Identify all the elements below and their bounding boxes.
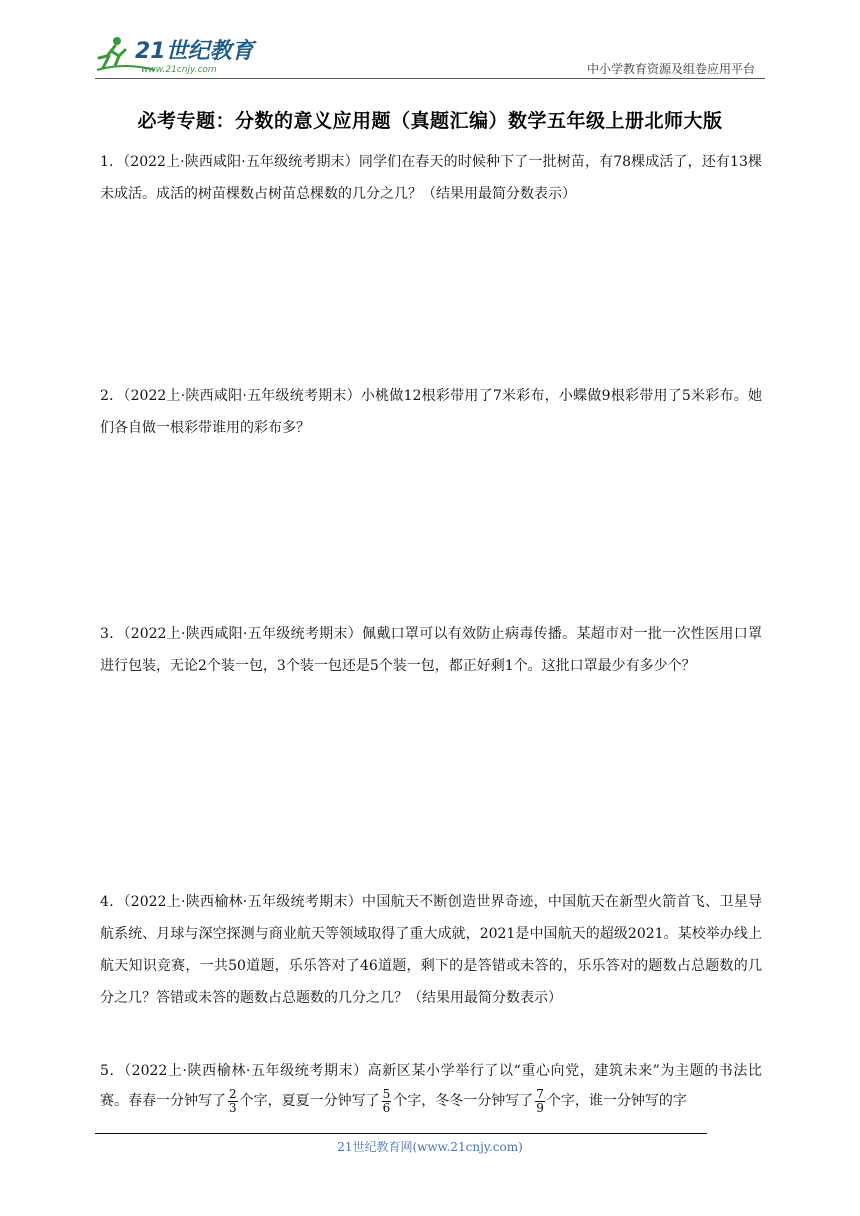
- svg-text:21世纪教育: 21世纪教育: [135, 39, 254, 64]
- svg-text:www.21cnjy.com: www.21cnjy.com: [141, 65, 217, 75]
- question-5: [100, 1056, 762, 1116]
- question-text-part: 个字，谁一分钟写的字: [546, 1093, 687, 1109]
- fraction-denominator: 3: [229, 1100, 237, 1115]
- question-3: [100, 618, 762, 682]
- footer-link[interactable]: 21世纪教育网(www.21cnjy.com): [337, 1140, 523, 1154]
- fraction-numerator: 2: [229, 1086, 237, 1101]
- fraction-denominator: 6: [382, 1100, 391, 1115]
- fraction-numerator: 5: [382, 1086, 391, 1101]
- fraction-denominator: 9: [536, 1100, 544, 1115]
- question-text: （2022上·陕西咸阳·五年级统考期末）佩戴口罩可以有效防止病毒传播。某超市对一批一次性医用口罩进行包装，无论2个装一包，3个装一包还是5个装一包，都正好剩1个。这批口罩最少有多少个？: [100, 626, 762, 674]
- platform-name: 中小学教育资源及组卷应用平台: [586, 62, 755, 76]
- fraction-numerator: 7: [536, 1086, 544, 1101]
- question-2: [100, 380, 762, 444]
- question-number: 1．: [100, 154, 124, 170]
- fraction: [228, 1088, 238, 1115]
- fraction: [535, 1088, 545, 1115]
- question-text-part: 个字，夏夏一分钟写了: [239, 1093, 380, 1109]
- question-number: 2．: [100, 388, 124, 404]
- question-text: （2022上·陕西咸阳·五年级统考期末）小桃做12根彩带用了7米彩布，小蝶做9根彩带用了5米彩布。她们各自做一根彩带谁用的彩布多？: [100, 388, 762, 436]
- footer-divider: [95, 1133, 707, 1134]
- question-number: 5．: [100, 1063, 125, 1079]
- question-4: [100, 886, 762, 1014]
- site-logo: [95, 34, 265, 76]
- question-text-part: （2022上·陕西榆林·五年级统考期末）高新区某小学举行了以“重心向党，建筑未来”为主题的书法比赛。春春一分钟写了: [100, 1063, 762, 1109]
- page-title: 必考专题：分数的意义应用题（真题汇编）数学五年级上册北师大版: [137, 110, 723, 132]
- question-text: （2022上·陕西榆林·五年级统考期末）中国航天不断创造世界奇迹，中国航天在新型火箭首飞、卫星导航系统、月球与深空探测与商业航天等领域取得了重大成就，2021是中国航天的超级2021。某校举办线上航天知识竞赛，一共50道题，乐乐答对了46道题，剩下的是答错或未答的，乐乐答对的题数占总题数的几分之几？答错或未答的题数占总题数的几分之几？（结果用最简分数表示）: [100, 894, 762, 1006]
- question-text: （2022上·陕西咸阳·五年级统考期末）同学们在春天的时候种下了一批树苗，有78棵成活了，还有13棵未成活。成活的树苗棵数占树苗总棵数的几分之几？（结果用最简分数表示）: [100, 154, 762, 202]
- question-number: 3．: [100, 626, 124, 642]
- question-text-part: 个字，冬冬一分钟写了: [393, 1093, 534, 1109]
- header-divider: [95, 78, 765, 79]
- question-number: 4．: [100, 894, 124, 910]
- page-header: [95, 30, 765, 80]
- fraction: [382, 1088, 392, 1115]
- question-1: [100, 146, 762, 210]
